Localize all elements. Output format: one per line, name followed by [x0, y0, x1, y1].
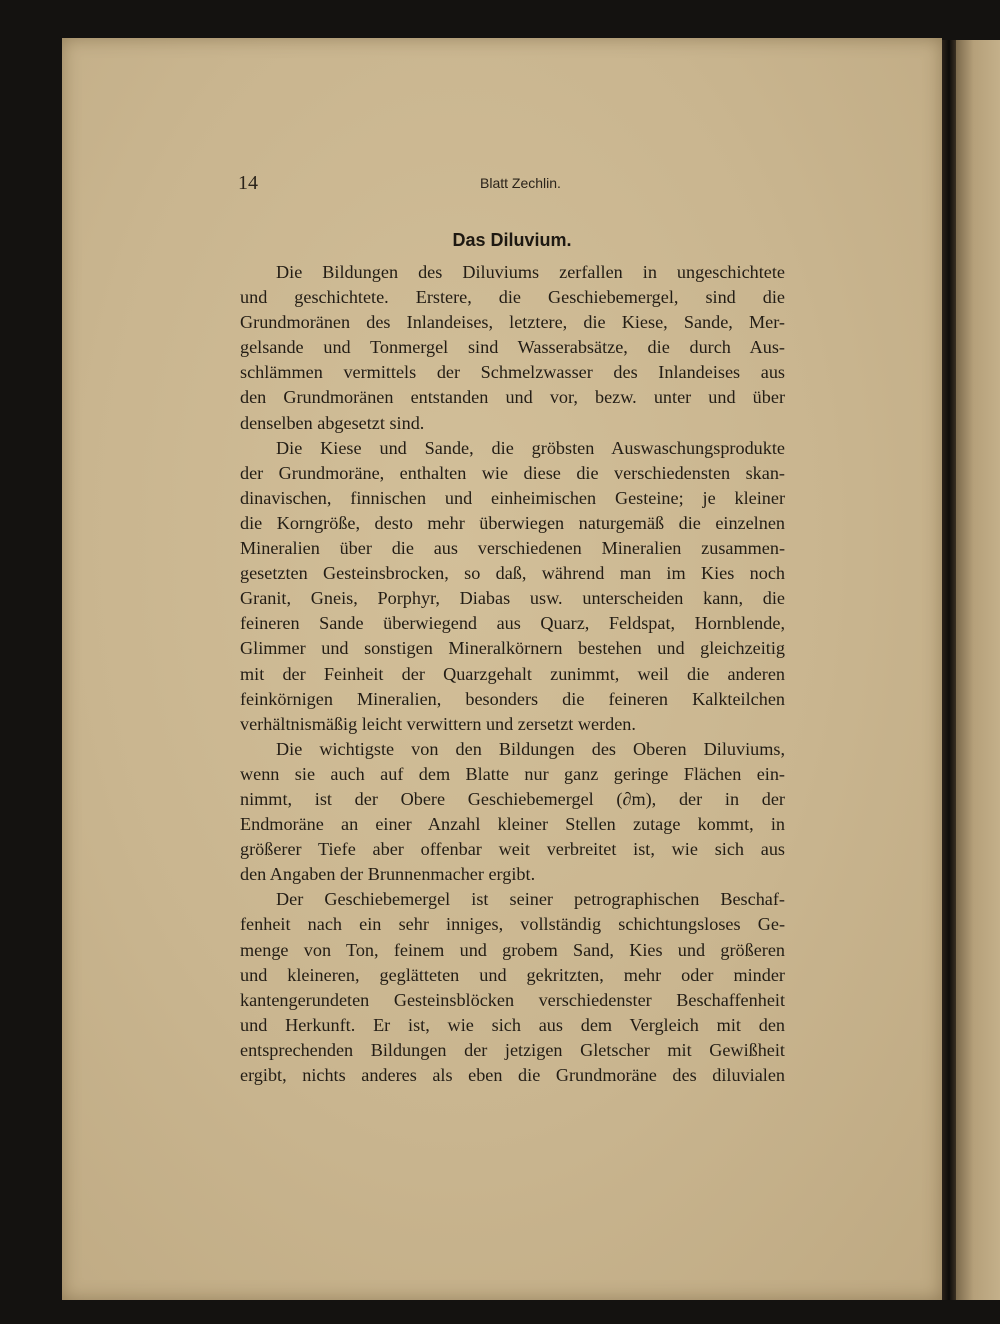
- paragraph: [240, 887, 785, 1088]
- text-line: Die Bildungen des Diluviums zerfallen in ungeschichtete: [276, 262, 785, 282]
- paragraph: [240, 436, 785, 737]
- text-line: mit der Feinheit der Quarzgehalt zunimmt, weil die anderen: [240, 663, 785, 684]
- paragraph: [240, 260, 785, 436]
- page-header: [62, 172, 942, 202]
- text-line: verhältnismäßig leicht verwittern und zersetzt werden.: [240, 713, 636, 734]
- page-number: 14: [238, 172, 258, 194]
- text-line: und geschichtete. Erstere, die Geschiebemergel, sind die: [240, 287, 785, 308]
- text-line: nimmt, ist der Obere Geschiebemergel (∂m), der in der: [240, 788, 785, 809]
- text-line: Mineralien über die aus verschiedenen Mineralien zusammen-: [240, 538, 785, 559]
- text-line: den Angaben der Brunnenmacher ergibt.: [240, 864, 536, 885]
- body-text: [240, 260, 785, 1088]
- text-line: feineren Sande überwiegend aus Quarz, Feldspat, Hornblende,: [240, 613, 785, 634]
- text-line: fenheit nach ein sehr inniges, vollständig schichtungsloses Ge-: [240, 914, 785, 935]
- text-line: ergibt, nichts anderes als eben die Grundmoräne des diluvialen: [240, 1065, 785, 1085]
- text-line: schlämmen vermittels der Schmelzwasser des Inlandeises aus: [240, 362, 785, 383]
- text-line: der Grundmoräne, enthalten wie diese die verschiedensten skan-: [240, 462, 785, 483]
- text-line: Granit, Gneis, Porphyr, Diabas usw. unterscheiden kann, die: [240, 588, 785, 609]
- text-line: die Korngröße, desto mehr überwiegen naturgemäß die einzelnen: [240, 512, 785, 533]
- text-line: wenn sie auch auf dem Blatte nur ganz geringe Flächen ein-: [240, 763, 785, 784]
- text-line: denselben abgesetzt sind.: [240, 412, 425, 433]
- text-line: Glimmer und sonstigen Mineralkörnern bestehen und gleichzeitig: [240, 638, 785, 659]
- adjacent-page-edge: [956, 40, 1000, 1300]
- text-line: kantengerundeten Gesteinsblöcken verschiedenster Beschaffenheit: [240, 989, 785, 1010]
- text-line: feinkörnigen Mineralien, besonders die feineren Kalkteilchen: [240, 688, 785, 709]
- text-line: Die wichtigste von den Bildungen des Oberen Diluviums,: [276, 738, 785, 759]
- book-gutter: [942, 40, 956, 1300]
- text-line: Die Kiese und Sande, die gröbsten Auswaschungsprodukte: [276, 437, 785, 458]
- text-line: Der Geschiebemergel ist seiner petrographischen Beschaf-: [276, 889, 785, 910]
- text-line: gesetzten Gesteinsbrocken, so daß, während man im Kies noch: [240, 563, 785, 584]
- section-title: Das Diluvium.: [452, 230, 572, 250]
- text-line: gelsande und Tonmergel sind Wasserabsätze, die durch Aus-: [240, 337, 785, 358]
- text-line: und kleineren, geglätteten und gekritzten, mehr oder minder: [240, 964, 785, 985]
- text-line: entsprechenden Bildungen der jetzigen Gletscher mit Gewißheit: [240, 1039, 785, 1060]
- text-line: den Grundmoränen entstanden und vor, bezw. unter und über: [240, 387, 785, 408]
- book-page: [62, 38, 942, 1300]
- text-line: menge von Ton, feinem und grobem Sand, Kies und größeren: [240, 939, 785, 960]
- text-line: größerer Tiefe aber offenbar weit verbreitet ist, wie sich aus: [240, 839, 785, 860]
- paragraph: [240, 737, 785, 888]
- text-line: Endmoräne an einer Anzahl kleiner Stellen zutage kommt, in: [240, 814, 785, 835]
- running-head: Blatt Zechlin.: [480, 175, 561, 191]
- text-line: dinavischen, finnischen und einheimischen Gesteine; je kleiner: [240, 487, 785, 508]
- text-line: und Herkunft. Er ist, wie sich aus dem Vergleich mit den: [240, 1014, 785, 1035]
- text-line: Grundmoränen des Inlandeises, letztere, die Kiese, Sande, Mer-: [240, 312, 785, 333]
